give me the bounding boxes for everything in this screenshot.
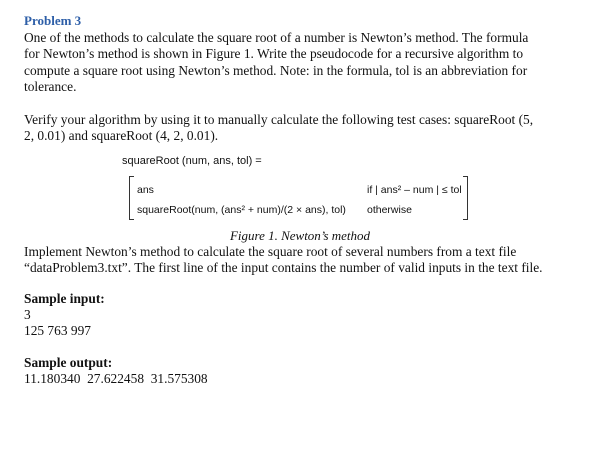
sample-input-label: Sample input:	[24, 291, 105, 306]
implement-paragraph	[24, 244, 584, 277]
implement-line: Implement Newton’s method to calculate the square root of several numbers from a text file	[24, 244, 517, 259]
sample-input-values: 125 763 997	[24, 323, 91, 338]
intro-paragraph	[24, 30, 584, 96]
implement-line: “dataProblem3.txt”. The first line of the input contains the number of valid inputs in the text file.	[24, 260, 543, 276]
formula-head: squareRoot (num, ans, tol) =	[122, 155, 262, 167]
intro-line: One of the methods to calculate the square root of a number is Newton’s method. The formula	[24, 30, 529, 45]
formula-left-bracket	[129, 176, 134, 220]
verify-line: Verify your algorithm by using it to manually calculate the following test cases: squareRoot (5,	[24, 112, 534, 127]
intro-line: compute a square root using Newton’s method. Note: in the formula, tol is an abbreviation for	[24, 62, 528, 78]
formula-right-bracket	[463, 176, 468, 220]
figure-caption: Figure 1. Newton’s method	[229, 228, 371, 243]
verify-paragraph	[24, 112, 584, 145]
intro-line: tolerance.	[24, 79, 77, 95]
formula-case2-expression: squareRoot(num, (ans² + num)/(2 × ans), tol)	[137, 204, 346, 216]
formula-case1-condition: if | ans² – num | ≤ tol	[367, 184, 462, 196]
sample-input-count: 3	[24, 307, 31, 322]
intro-line: for Newton’s method is shown in Figure 1. Write the pseudocode for a recursive algorithm to	[24, 46, 524, 62]
formula-case2-condition: otherwise	[367, 204, 412, 216]
verify-line: 2, 0.01) and squareRoot (4, 2, 0.01).	[24, 128, 219, 144]
problem-title: Problem 3	[24, 13, 82, 28]
sample-output-label: Sample output:	[24, 355, 113, 370]
formula-case1-expression: ans	[137, 184, 154, 196]
sample-output-values: 11.180340 27.622458 31.575308	[24, 371, 208, 386]
